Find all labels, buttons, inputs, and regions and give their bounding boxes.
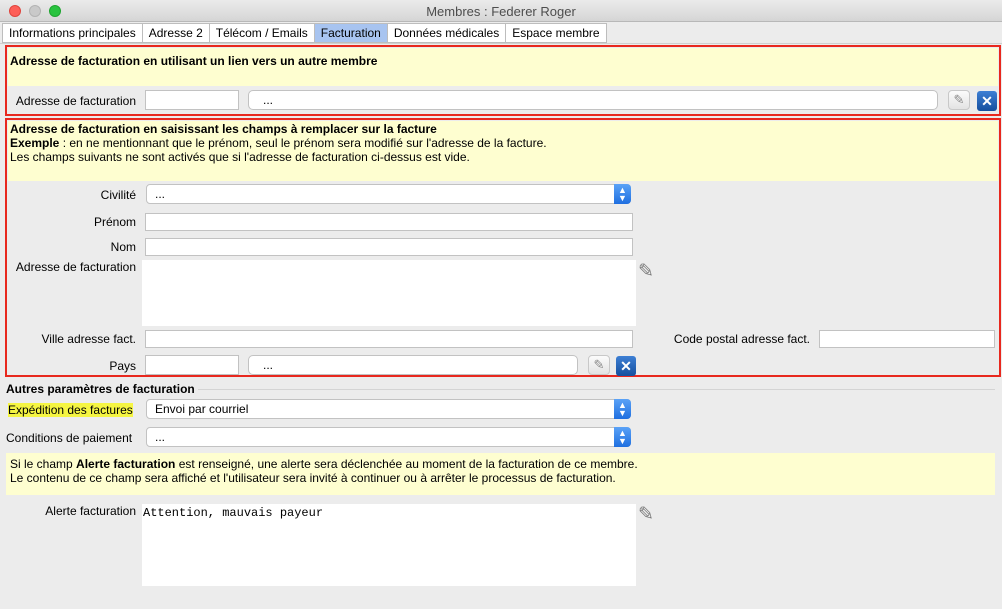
code-postal-label: Code postal adresse fact. (673, 332, 810, 346)
chevron-updown-icon: ▲ ▼ (614, 399, 631, 419)
ville-label: Ville adresse fact. (41, 332, 136, 346)
conditions-value: ... (155, 430, 166, 444)
example-text: : en ne mentionnant que le prénom, seul le prénom sera modifié sur l'adresse de la facture. (59, 136, 547, 150)
conditions-label: Conditions de paiement (6, 431, 133, 445)
pays-label: Pays (109, 359, 136, 373)
civilite-value: ... (155, 187, 166, 201)
tab-espace-membre[interactable]: Espace membre (506, 23, 606, 43)
tab-telecom-emails[interactable]: Télécom / Emails (210, 23, 315, 43)
section-divider (198, 389, 995, 390)
tab-divider (0, 43, 1002, 44)
example-line (10, 136, 547, 150)
adresse-facturation-label: Adresse de facturation (15, 260, 136, 274)
alerte-info-line2: Le contenu de ce champ sera affiché et l'utilisateur sera invité à continuer ou à arrêter le processus de facturation. (10, 471, 616, 485)
link-member-id-input[interactable] (145, 90, 239, 110)
code-postal-input[interactable] (819, 330, 995, 348)
alerte-facturation-textarea[interactable]: Attention, mauvais payeur (142, 504, 636, 586)
expedition-label (8, 403, 133, 417)
civilite-select[interactable] (146, 184, 631, 204)
prenom-input[interactable] (145, 213, 633, 231)
chevron-updown-icon: ▲ ▼ (614, 184, 631, 204)
chevron-updown-icon: ▲ ▼ (614, 427, 631, 447)
alerte-info-pre: Si le champ (10, 457, 77, 471)
conditions-select[interactable] (146, 427, 631, 447)
link-section-heading: Adresse de facturation en utilisant un lien vers un autre membre (10, 54, 378, 68)
alerte-info-line1 (10, 457, 638, 471)
tab-adresse-2[interactable]: Adresse 2 (143, 23, 210, 43)
expedition-label-text: Expédition des factures (8, 403, 133, 417)
pencil-icon[interactable]: ✎ (638, 261, 654, 282)
pays-code-input[interactable] (145, 355, 239, 375)
pencil-icon[interactable]: ✎ (588, 355, 610, 375)
civilite-label: Civilité (100, 188, 136, 202)
fields-note: Les champs suivants ne sont activés que si l'adresse de facturation ci-dessus est vide. (10, 150, 470, 164)
other-params-heading: Autres paramètres de facturation (6, 382, 195, 396)
tab-donnees-medicales[interactable]: Données médicales (388, 23, 506, 43)
nom-label: Nom (110, 240, 136, 254)
nom-input[interactable] (145, 238, 633, 256)
adresse-facturation-textarea[interactable] (142, 260, 636, 326)
tab-bar (2, 23, 607, 43)
expedition-value: Envoi par courriel (155, 402, 249, 416)
pencil-icon[interactable]: ✎ (948, 90, 970, 110)
link-member-name-field[interactable]: ... (248, 90, 938, 110)
pencil-icon[interactable]: ✎ (638, 504, 654, 525)
link-billing-label: Adresse de facturation (15, 94, 136, 108)
alerte-facturation-label: Alerte facturation (45, 504, 136, 518)
close-icon[interactable]: ✕ (977, 91, 997, 111)
expedition-select[interactable] (146, 399, 631, 419)
prenom-label: Prénom (93, 215, 136, 229)
example-keyword: Exemple (10, 136, 60, 150)
ville-input[interactable] (145, 330, 633, 348)
alerte-info-bold: Alerte facturation (76, 457, 176, 471)
close-icon[interactable]: ✕ (616, 356, 636, 376)
tab-facturation[interactable]: Facturation (315, 23, 388, 43)
pays-name-field[interactable]: ... (248, 355, 578, 375)
alerte-info-post: est renseigné, une alerte sera déclenchée au moment de la facturation de ce membre. (175, 457, 638, 471)
tab-informations-principales[interactable]: Informations principales (2, 23, 143, 43)
window-title: Membres : Federer Roger (426, 4, 576, 19)
fields-section-heading: Adresse de facturation en saisissant les champs à remplacer sur la facture (10, 122, 437, 136)
